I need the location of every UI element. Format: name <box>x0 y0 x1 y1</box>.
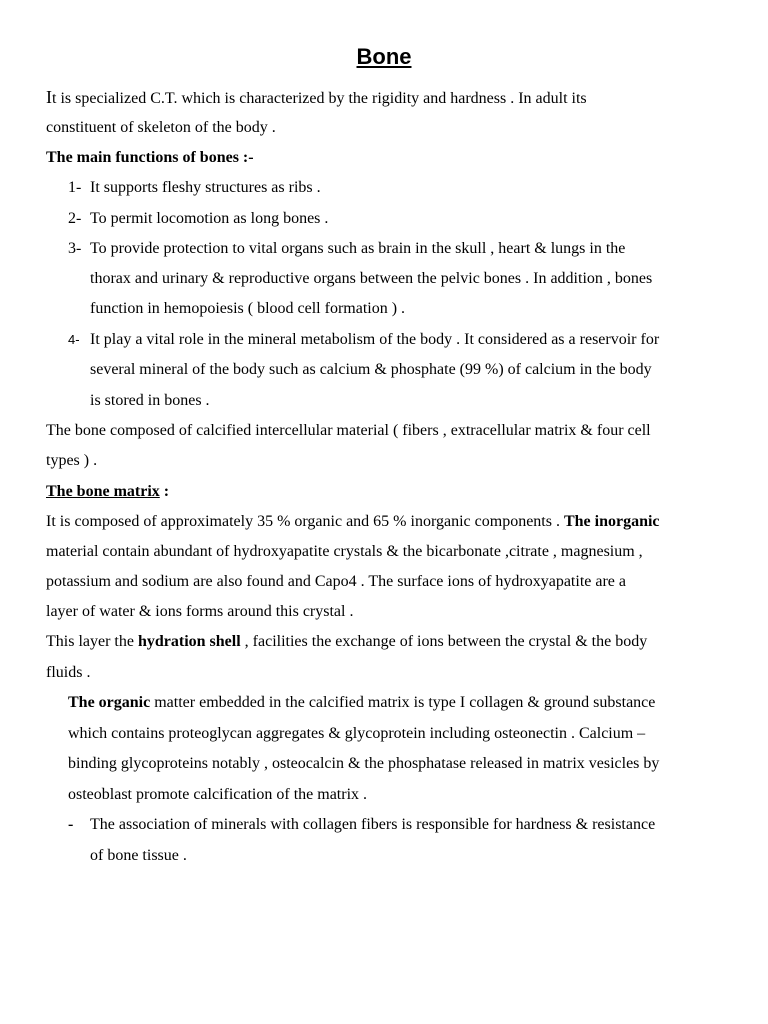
matrix-heading <box>46 482 169 502</box>
bullet-line-2: of bone tissue . <box>90 847 187 864</box>
function-2-number: 2- <box>68 210 82 227</box>
hydration-line-1 <box>46 632 647 652</box>
matrix-line-1 <box>46 512 660 532</box>
function-3-number: 3- <box>68 240 82 257</box>
matrix-line-2: material contain abundant of hydroxyapatite crystals & the bicarbonate ,citrate , magnesium , <box>46 543 643 560</box>
function-1-number: 1- <box>68 179 82 196</box>
hydration-shell-bold: hydration shell <box>137 633 241 650</box>
function-2-line-1: To permit locomotion as long bones . <box>90 210 329 227</box>
matrix-line-3: potassium and sodium are also found and Capo4 . The surface ions of hydroxyapatite are a <box>46 573 626 590</box>
function-3-line-1: To provide protection to vital organs such as brain in the skull , heart & lungs in the <box>90 240 626 257</box>
organic-line-1-text: matter embedded in the calcified matrix is type I collagen & ground substance <box>150 694 656 711</box>
hydration-line-2: fluids . <box>46 664 91 681</box>
functions-heading-text: The main functions of bones :- <box>46 149 254 166</box>
function-4-line-1: It play a vital role in the mineral metabolism of the body . It considered as a reservoir for <box>90 331 660 348</box>
hydration-pre: This layer the <box>46 633 138 650</box>
organic-line-1 <box>68 693 655 713</box>
function-4-line-3: is stored in bones . <box>90 392 210 409</box>
bullet-marker: - <box>68 816 74 833</box>
function-3-line-2: thorax and urinary & reproductive organs between the pelvic bones . In addition , bones <box>90 270 653 287</box>
intro-line-1 <box>46 87 587 109</box>
functions-heading <box>46 148 254 168</box>
function-1-line-1: It supports fleshy structures as ribs . <box>90 179 321 196</box>
function-3-line-3: function in hemopoiesis ( blood cell formation ) . <box>90 300 406 317</box>
function-4-line-2: several mineral of the body such as calcium & phosphate (99 %) of calcium in the body <box>90 361 652 378</box>
bullet-line-1: The association of minerals with collagen fibers is responsible for hardness & resistance <box>90 816 656 833</box>
function-4-number: 4- <box>68 332 80 347</box>
organic-line-4: osteoblast promote calcification of the matrix . <box>68 786 368 803</box>
intro-first-letter: I <box>46 87 52 107</box>
matrix-line-4: layer of water & ions forms around this crystal . <box>46 603 354 620</box>
matrix-heading-text: The bone matrix <box>46 483 160 500</box>
matrix-inorganic-bold: The inorganic <box>563 513 660 530</box>
organic-bold: The organic <box>68 694 151 711</box>
hydration-post: , facilities the exchange of ions between the crystal & the body <box>240 633 648 650</box>
page-title: Bone <box>356 44 412 69</box>
matrix-heading-colon: : <box>159 483 170 500</box>
intro-line-2: constituent of skeleton of the body . <box>46 119 276 136</box>
composition-line-2: types ) . <box>46 452 98 469</box>
intro-line-1-text: t is specialized C.T. which is characterized by the rigidity and hardness . In adult its <box>52 90 587 107</box>
organic-line-2: which contains proteoglycan aggregates & glycoprotein including osteonectin . Calcium – <box>68 725 646 742</box>
composition-line-1: The bone composed of calcified intercellular material ( fibers , extracellular matrix & four cell <box>46 422 651 439</box>
matrix-line-1-text: It is composed of approximately 35 % organic and 65 % inorganic components . <box>46 513 564 530</box>
organic-line-3: binding glycoproteins notably , osteocalcin & the phosphatase released in matrix vesicles by <box>68 755 660 772</box>
